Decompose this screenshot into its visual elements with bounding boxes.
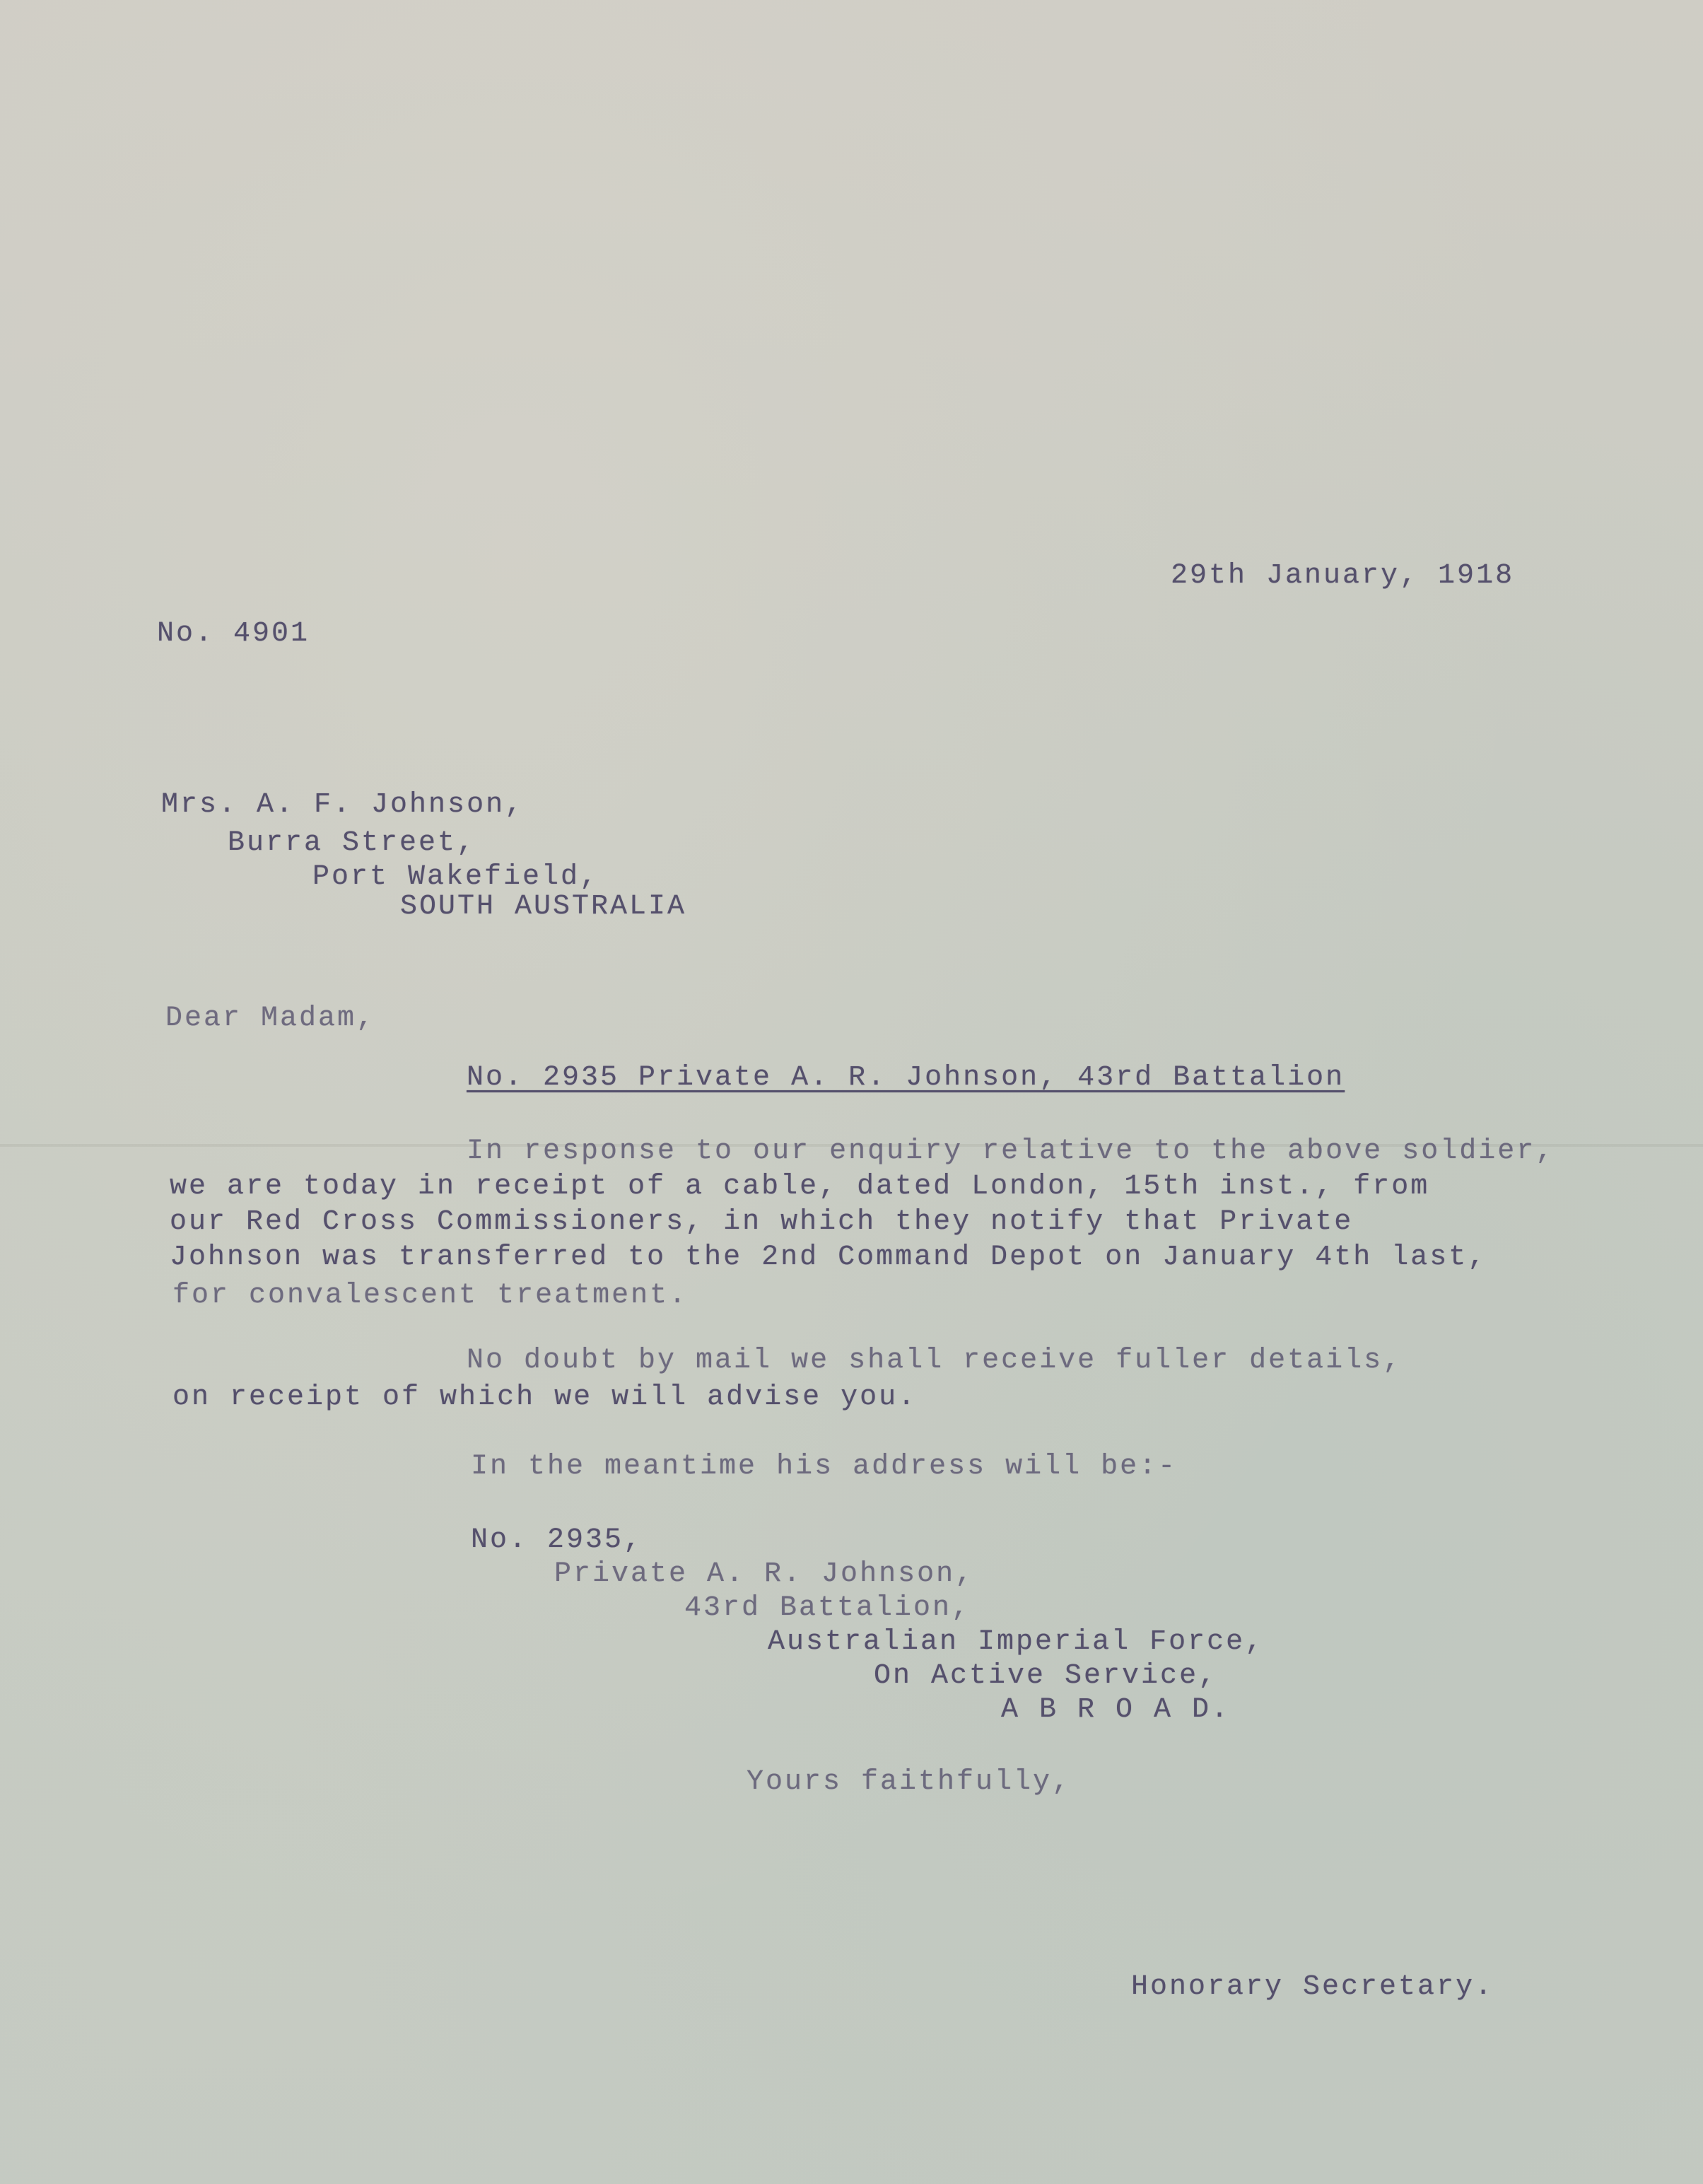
paragraph3: In the meantime his address will be:- — [471, 1451, 1178, 1483]
paragraph1-line: Johnson was transferred to the 2nd Command Depot on January 4th last, — [170, 1242, 1487, 1273]
recipient-street: Burra Street, — [228, 827, 476, 859]
signatory-title: Honorary Secretary. — [1131, 1971, 1494, 2003]
subject-line: No. 2935 Private A. R. Johnson, 43rd Battalion — [467, 1062, 1345, 1094]
paragraph1-line: for convalescent treatment. — [172, 1280, 689, 1312]
paragraph1-line: our Red Cross Commissioners, in which they notify that Private — [170, 1206, 1354, 1238]
reference-number: No. 4901 — [157, 618, 310, 650]
address-line: A B R O A D. — [1001, 1694, 1231, 1726]
salutation: Dear Madam, — [165, 1003, 376, 1034]
letter-date: 29th January, 1918 — [1171, 560, 1515, 592]
address-line: Australian Imperial Force, — [768, 1626, 1265, 1658]
paragraph1-line: In response to our enquiry relative to the above soldier, — [467, 1135, 1555, 1167]
recipient-state: SOUTH AUSTRALIA — [400, 891, 687, 923]
paragraph1-line: we are today in receipt of a cable, dated London, 15th inst., from — [170, 1171, 1430, 1203]
address-line: On Active Service, — [874, 1660, 1218, 1692]
recipient-name: Mrs. A. F. Johnson, — [161, 789, 525, 821]
address-line: Private A. R. Johnson, — [554, 1558, 975, 1590]
address-line: No. 2935, — [471, 1524, 643, 1556]
paragraph2-line: No doubt by mail we shall receive fuller details, — [467, 1345, 1403, 1377]
recipient-town: Port Wakefield, — [312, 861, 599, 893]
address-line: 43rd Battalion, — [684, 1592, 971, 1624]
closing: Yours faithfully, — [747, 1766, 1072, 1798]
paragraph2-line: on receipt of which we will advise you. — [172, 1382, 918, 1413]
